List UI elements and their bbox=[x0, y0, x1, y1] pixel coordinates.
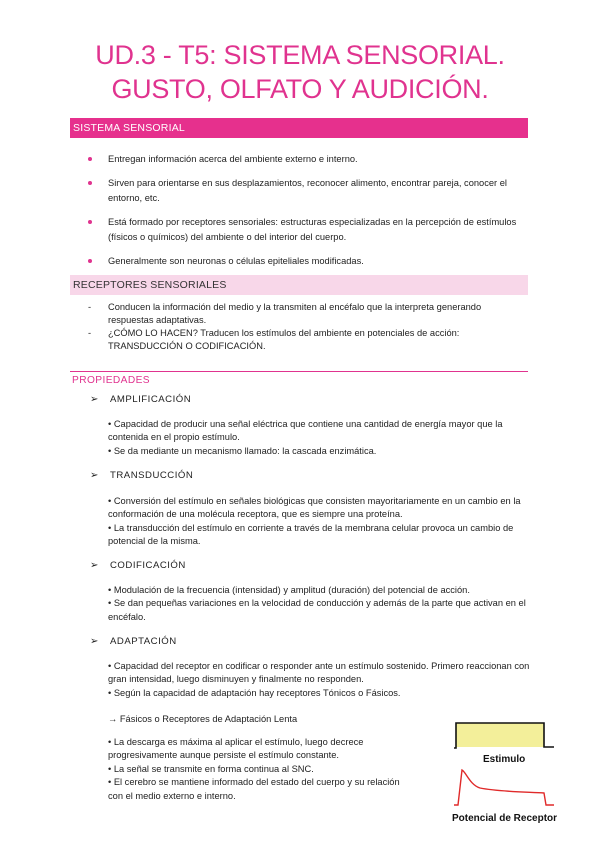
bullet-dot-icon bbox=[88, 220, 92, 224]
adaptacion-text: • Capacidad del receptor en codificar o responder ante un estímulo sostenido. Primero reaccionan con gran intensidad, luego disminuyen y finalmente no responden. • Según la capacidad de adaptación hay receptores Tónicos o Fásicos. bbox=[108, 661, 530, 698]
codificacion-text: • Modulación de la frecuencia (intensidad) y amplitud (duración) del potencial de acción. • Se dan pequeñas variaciones en la velocidad de conducción y además de la parte que activan en el encéfalo. bbox=[108, 585, 526, 622]
list-item: - Conducen la información del medio y la transmiten al encéfalo que la interpreta generando respuestas adaptativas. bbox=[88, 302, 482, 325]
bullet-dot-icon bbox=[88, 181, 92, 185]
arrow-right-icon: ➢ bbox=[90, 394, 99, 405]
subsection-codificacion: ➢ CODIFICACIÓN bbox=[90, 560, 186, 571]
section-heading-propiedades: PROPIEDADES bbox=[72, 375, 150, 386]
subsection-amplificacion: ➢ AMPLIFICACIÓN bbox=[90, 394, 192, 405]
stimulus-fill bbox=[456, 723, 544, 747]
sistema-sensorial-list bbox=[84, 152, 528, 278]
receptor-potential-curve bbox=[454, 770, 554, 805]
arrow-right-icon: ➢ bbox=[90, 636, 99, 647]
amplificacion-text: • Capacidad de producir una señal eléctrica que contiene una cantidad de energía mayor que la contenida en el propio estímulo. • Se da mediante un mecanismo llamado: la cascada enzimática. bbox=[108, 419, 503, 456]
figure-label-stimulus: Estimulo bbox=[483, 754, 526, 765]
divider bbox=[70, 371, 528, 372]
subsection-transduccion: ➢ TRANSDUCCIÓN bbox=[90, 470, 194, 481]
section-heading-receptores: RECEPTORES SENSORIALES bbox=[70, 275, 528, 295]
dash-icon: - bbox=[88, 328, 92, 338]
dash-icon: - bbox=[88, 302, 92, 312]
list-item: - ¿CÓMO LO HACEN? Traducen los estímulos del ambiente en potenciales de acción: TRANSDUCCIÓN O CODIFICACIÓN. bbox=[88, 328, 460, 351]
subsection-adaptacion: ➢ ADAPTACIÓN bbox=[90, 636, 177, 647]
arrow-right-icon: ➢ bbox=[90, 560, 99, 571]
list-item: Sirven para orientarse en sus desplazamientos, reconocer alimento, encontrar pareja, conocer el entorno, etc. bbox=[84, 176, 528, 206]
arrow-right-icon: ➢ bbox=[90, 470, 99, 481]
figure-label-receptor-potential: Potencial de Receptor bbox=[452, 813, 558, 824]
list-item: Generalmente son neuronas o células epiteliales modificadas. bbox=[84, 254, 528, 269]
adaptacion-fasicos-text: • La descarga es máxima al aplicar el estímulo, luego decrece progresivamente aunque persiste el estímulo constante. • La señal se transmite en forma continua al SNC. • El cerebro se mantiene informado del estado del cuerpo y su relación con el medio externo e interno. bbox=[108, 737, 400, 801]
bullet-dot-icon bbox=[88, 259, 92, 263]
bullet-dot-icon bbox=[88, 157, 92, 161]
section-heading-sistema-sensorial: SISTEMA SENSORIAL bbox=[70, 118, 528, 138]
list-item: Está formado por receptores sensoriales: estructuras especializadas en la percepción de estímulos (físicos o químicos) del ambiente o del interior del cuerpo. bbox=[84, 215, 528, 245]
page-title bbox=[0, 38, 600, 106]
title-line-2: GUSTO, OLFATO Y AUDICIÓN. bbox=[111, 74, 489, 104]
adaptacion-subheading: → Fásicos o Receptores de Adaptación Lenta bbox=[108, 714, 298, 724]
transduccion-text: • Conversión del estímulo en señales biológicas que consisten mayoritariamente en un cambio en la conformación de una molécula receptora, que es siempre una proteína. • La transducción del estímulo en corriente a través de la membrana celular provoca un cambio de potencial de la misma. bbox=[108, 496, 521, 547]
receptores-list bbox=[86, 301, 528, 353]
list-item: Entregan información acerca del ambiente externo e interno. bbox=[84, 152, 528, 167]
title-line-1: UD.3 - T5: SISTEMA SENSORIAL. bbox=[95, 40, 505, 70]
